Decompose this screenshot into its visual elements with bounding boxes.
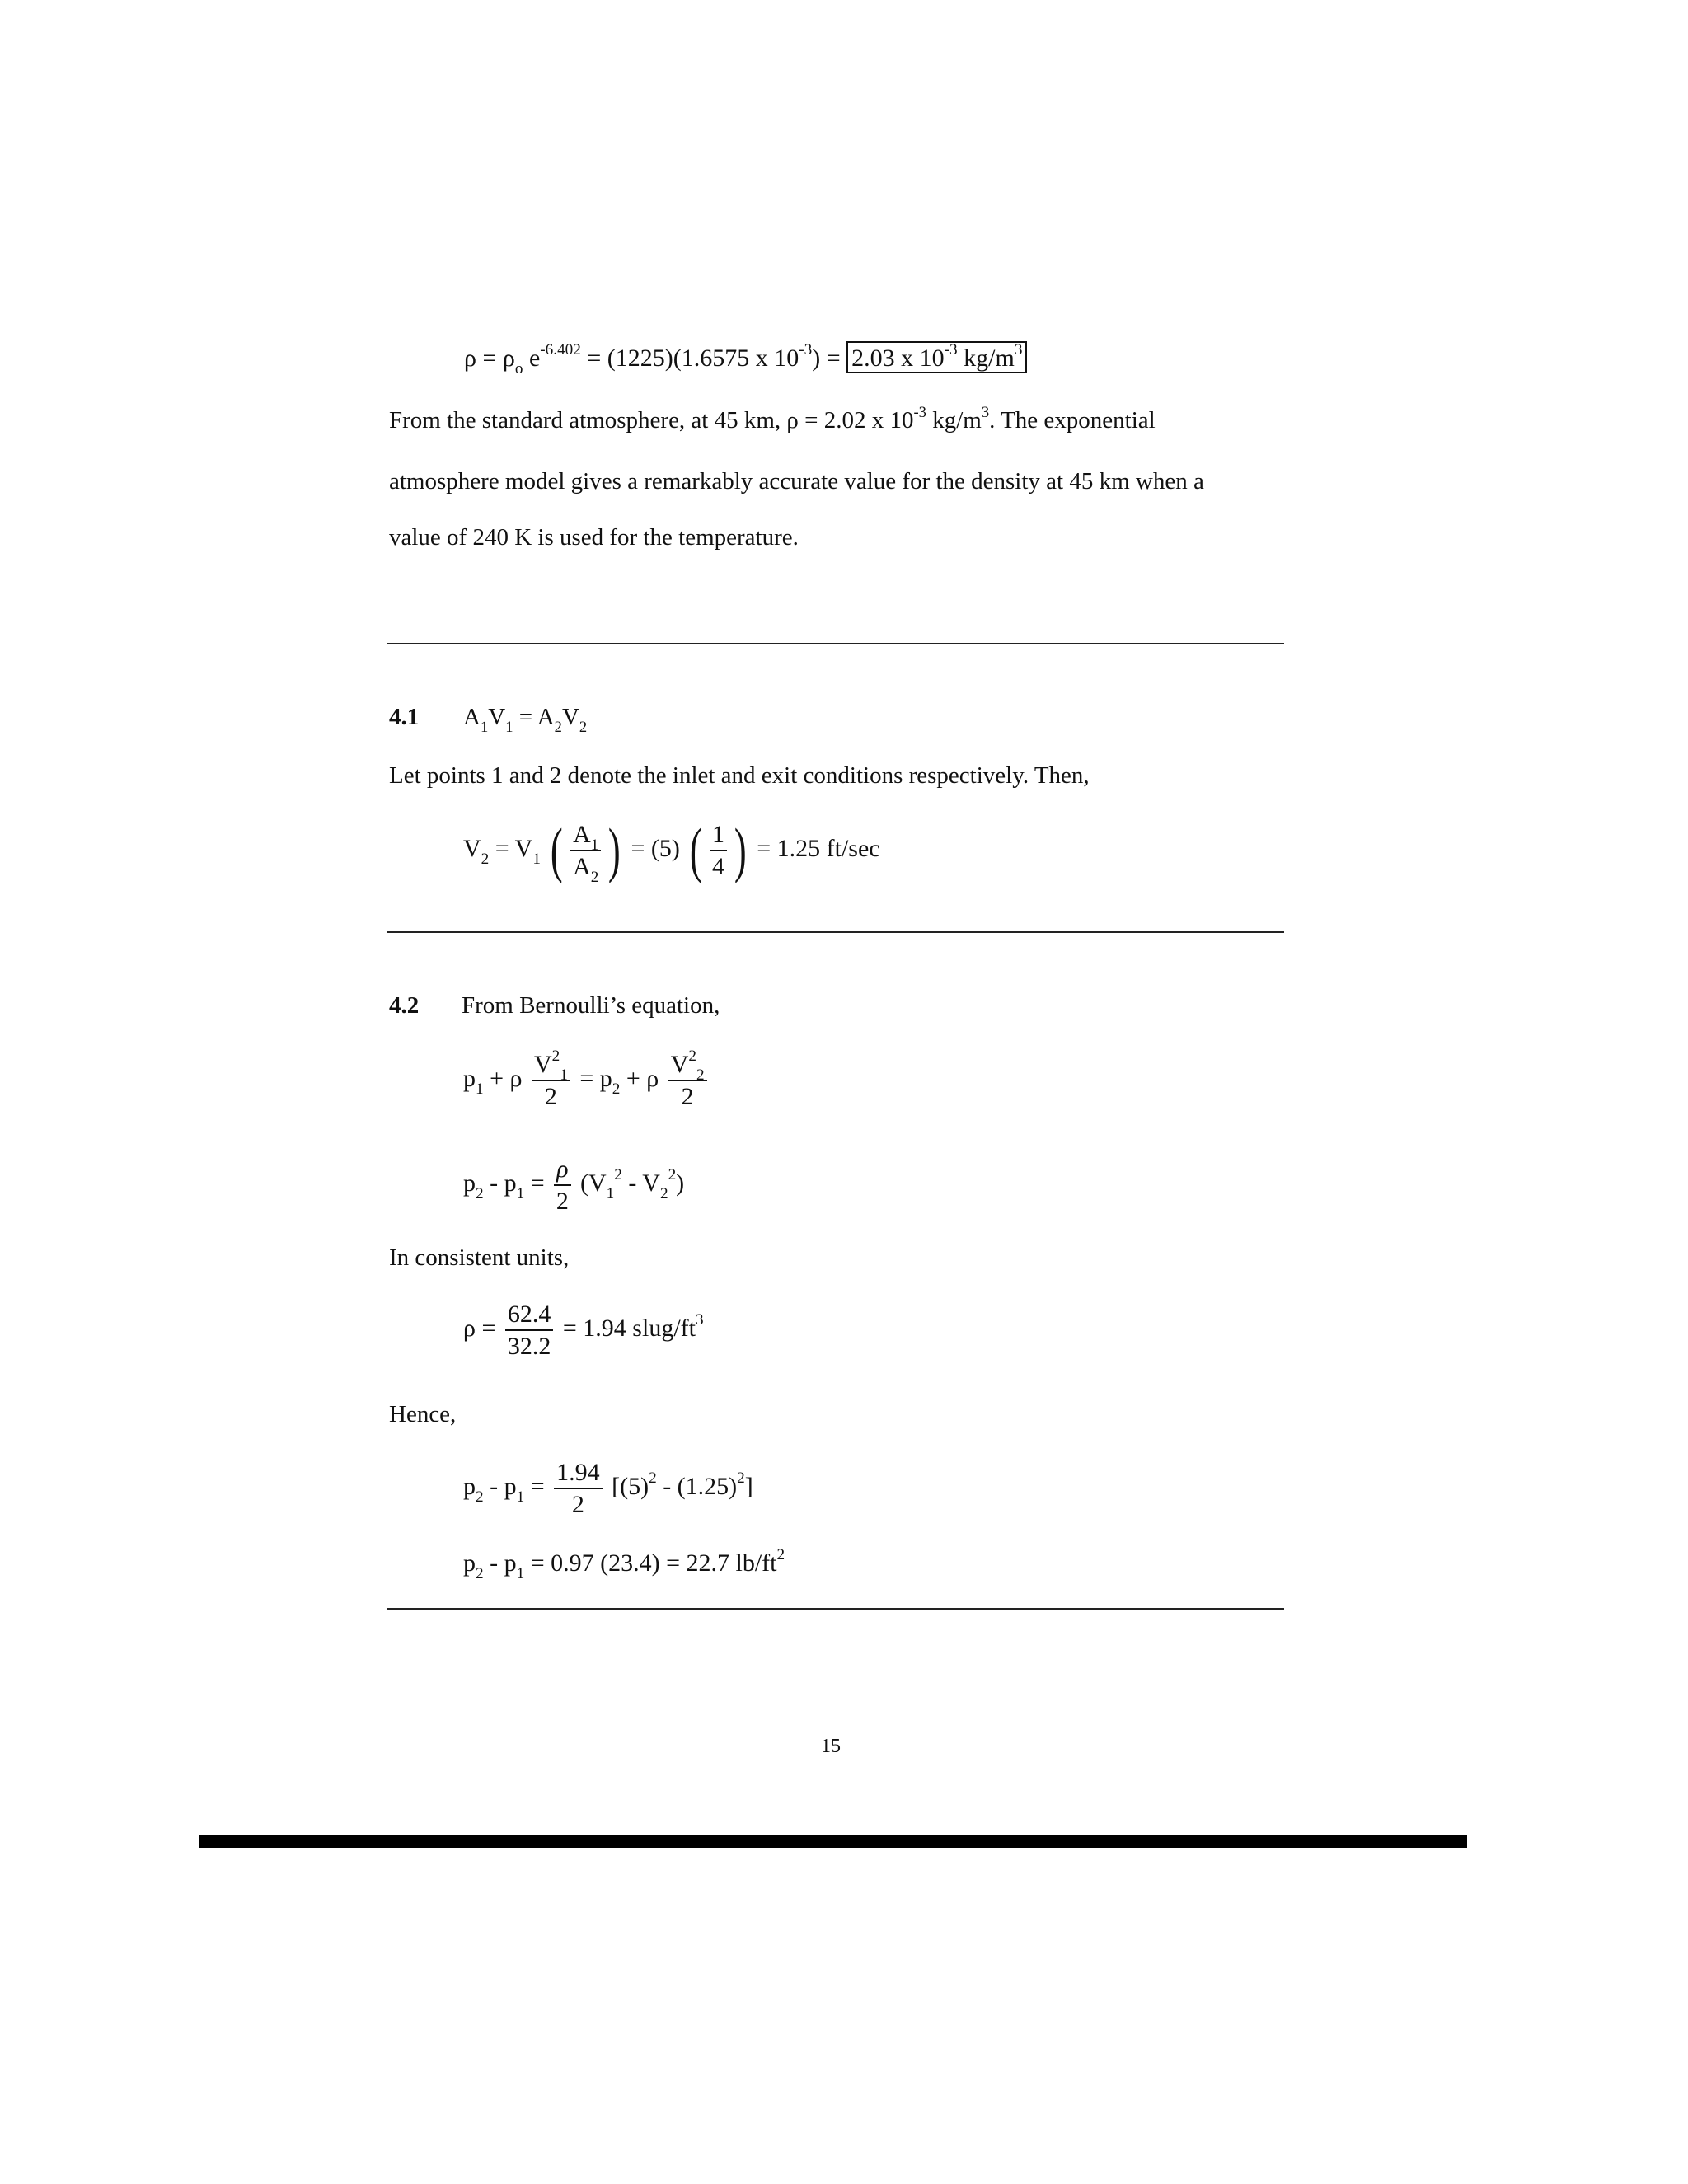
pressure-result-equation [463,1546,785,1582]
d-p: p [463,1169,476,1197]
frac1-den-sub: 2 [590,868,599,886]
rho-num: 62.4 [505,1301,554,1331]
rho-rhs-sup: 3 [695,1311,704,1329]
eq-middle-exp: -3 [799,341,813,359]
cont-a2: = A [513,704,555,730]
quarter-fraction [710,821,727,880]
rho-rhs: = 1.94 slug/ft [562,1314,696,1342]
bottom-bar [199,1835,1467,1848]
cont-sub-v1: 1 [505,718,513,736]
rho-lhs: ρ = [463,1314,496,1342]
eq-lhs: ρ = ρ [464,344,515,372]
frac2-den: 4 [712,853,725,880]
divider-2 [387,931,1284,933]
b-sub1: 1 [476,1080,484,1098]
f-sub1: 1 [516,1564,525,1582]
page-number: 15 [821,1736,841,1757]
boxed-value: 2.03 x 10 [851,344,945,372]
density-calc-equation [463,1301,704,1360]
frac1-num: A [573,821,591,848]
h-rhs-b: - (1.25) [656,1472,738,1500]
pressure-difference-equation [463,1155,684,1215]
cont-sub-a2: 2 [554,718,562,736]
f-p: p [463,1549,476,1577]
f-minus-p: - p [483,1549,517,1577]
paren-open-2: ( [690,817,703,884]
rho-fraction [505,1301,554,1360]
eq-e: e [523,344,541,372]
eq-middle: = (1225)(1.6575 x 10 [580,344,799,372]
cont-sub-v2: 2 [579,718,588,736]
b-sub2: 2 [612,1080,621,1098]
h-num: 1.94 [554,1459,603,1489]
v2-mid: = (5) [631,834,680,862]
paragraph-line-1 [389,403,1156,434]
v2-eq: = V [489,834,533,862]
problem-number-4-1: 4.1 [389,704,420,730]
d-rhs-c: ) [676,1169,685,1197]
b-num1-sub: 1 [560,1066,568,1084]
f-sub2: 2 [476,1564,484,1582]
b-fraction-1 [532,1047,570,1110]
para1-text-b: kg/m [926,407,982,434]
h-rhs-a: [(5) [612,1472,649,1500]
v2-lhs-sub: 2 [481,850,490,868]
d-rhs-a: (V [580,1169,607,1197]
h-rhs-sup1: 2 [649,1469,657,1488]
velocity-equation [463,817,880,886]
b-plus-rho: + ρ [483,1064,523,1092]
para1-text-a: From the standard atmosphere, at 45 km, ρ = 2.02 x 10 [389,407,914,434]
b-fraction-2 [668,1047,707,1110]
f-rhs: = 0.97 (23.4) = 22.7 lb/ft [524,1549,777,1577]
b-den1: 2 [544,1083,557,1110]
h-fraction [554,1459,603,1518]
b-num2: V [670,1051,689,1078]
h-den: 2 [571,1491,584,1518]
eq-middle-end: ) = [812,344,841,372]
paragraph-line-3: value of 240 K is used for the temperature. [389,524,799,551]
eq-lhs-sub: o [514,359,523,377]
divider-1 [387,643,1284,644]
f-rhs-sup: 2 [776,1546,785,1564]
rho-den: 32.2 [507,1333,551,1360]
area-ratio-fraction [570,821,601,886]
paren-close-2: ) [734,817,747,884]
frac2-num: 1 [710,821,727,851]
d-rhs-sub2: 2 [659,1184,668,1202]
boxed-unit: kg/m [957,344,1015,372]
d-rhs-b: - V [621,1169,660,1197]
b-num2-sub: 2 [696,1066,705,1084]
boxed-exp: -3 [944,341,958,359]
paren-open-1: ( [551,817,564,884]
v2-lhs: V [463,834,481,862]
d-sub2: 2 [476,1184,484,1202]
v2-result: = 1.25 ft/sec [757,834,880,862]
h-sub1: 1 [516,1488,525,1506]
paragraph-line-2: atmosphere model gives a remarkably accurate value for the density at 45 km when a [389,468,1204,494]
h-rhs-c: ] [744,1472,753,1500]
v2-eq-sub: 1 [532,850,541,868]
d-rhs-sup1: 2 [614,1166,622,1184]
boxed-unit-exp: 3 [1014,341,1023,359]
bernoulli-heading: From Bernoulli’s equation, [462,992,720,1019]
divider-3 [387,1608,1284,1610]
frac1-num-sub: 1 [590,836,599,854]
para1-exp: -3 [913,403,926,421]
h-eq: = [524,1472,545,1500]
hence-text: Hence, [389,1401,457,1427]
b-num1-sup: 2 [551,1047,560,1066]
boxed-answer [846,341,1027,373]
h-p: p [463,1472,476,1500]
equation-density-result [464,341,1027,377]
cont-v1: V [488,704,506,730]
d-rhs-sup2: 2 [668,1166,677,1184]
inlet-exit-text: Let points 1 and 2 denote the inlet and exit conditions respectively. Then, [389,762,1090,789]
b-p: p [463,1064,476,1092]
d-minus-p: - p [483,1169,517,1197]
h-sub2: 2 [476,1488,484,1506]
b-plus-rho-2: + ρ [620,1064,659,1092]
d-eq: = [524,1169,545,1197]
cont-v2: V [561,704,579,730]
pressure-substitution-equation [463,1459,753,1518]
problem-number-4-2: 4.2 [389,992,420,1019]
d-sub1: 1 [516,1184,525,1202]
cont-a1: A [463,704,481,730]
d-den: 2 [556,1188,569,1215]
b-num1: V [533,1051,552,1078]
bernoulli-equation [463,1047,710,1110]
cont-sub-a1: 1 [480,718,489,736]
h-rhs-sup2: 2 [737,1469,745,1488]
consistent-units-text: In consistent units, [389,1244,570,1271]
b-den2: 2 [681,1083,694,1110]
h-minus-p: - p [483,1472,517,1500]
eq-exponent: -6.402 [540,341,581,359]
frac1-den: A [573,853,591,880]
paren-close-1: ) [608,817,621,884]
para1-text-c: . The exponential [989,407,1156,434]
para1-exp2: 3 [981,403,990,421]
d-fraction [554,1155,570,1215]
d-rhs-sub1: 1 [606,1184,615,1202]
b-num2-sup: 2 [688,1047,697,1066]
d-num: ρ [554,1155,570,1186]
continuity-equation [463,704,588,736]
b-eq-p: = p [579,1064,612,1092]
